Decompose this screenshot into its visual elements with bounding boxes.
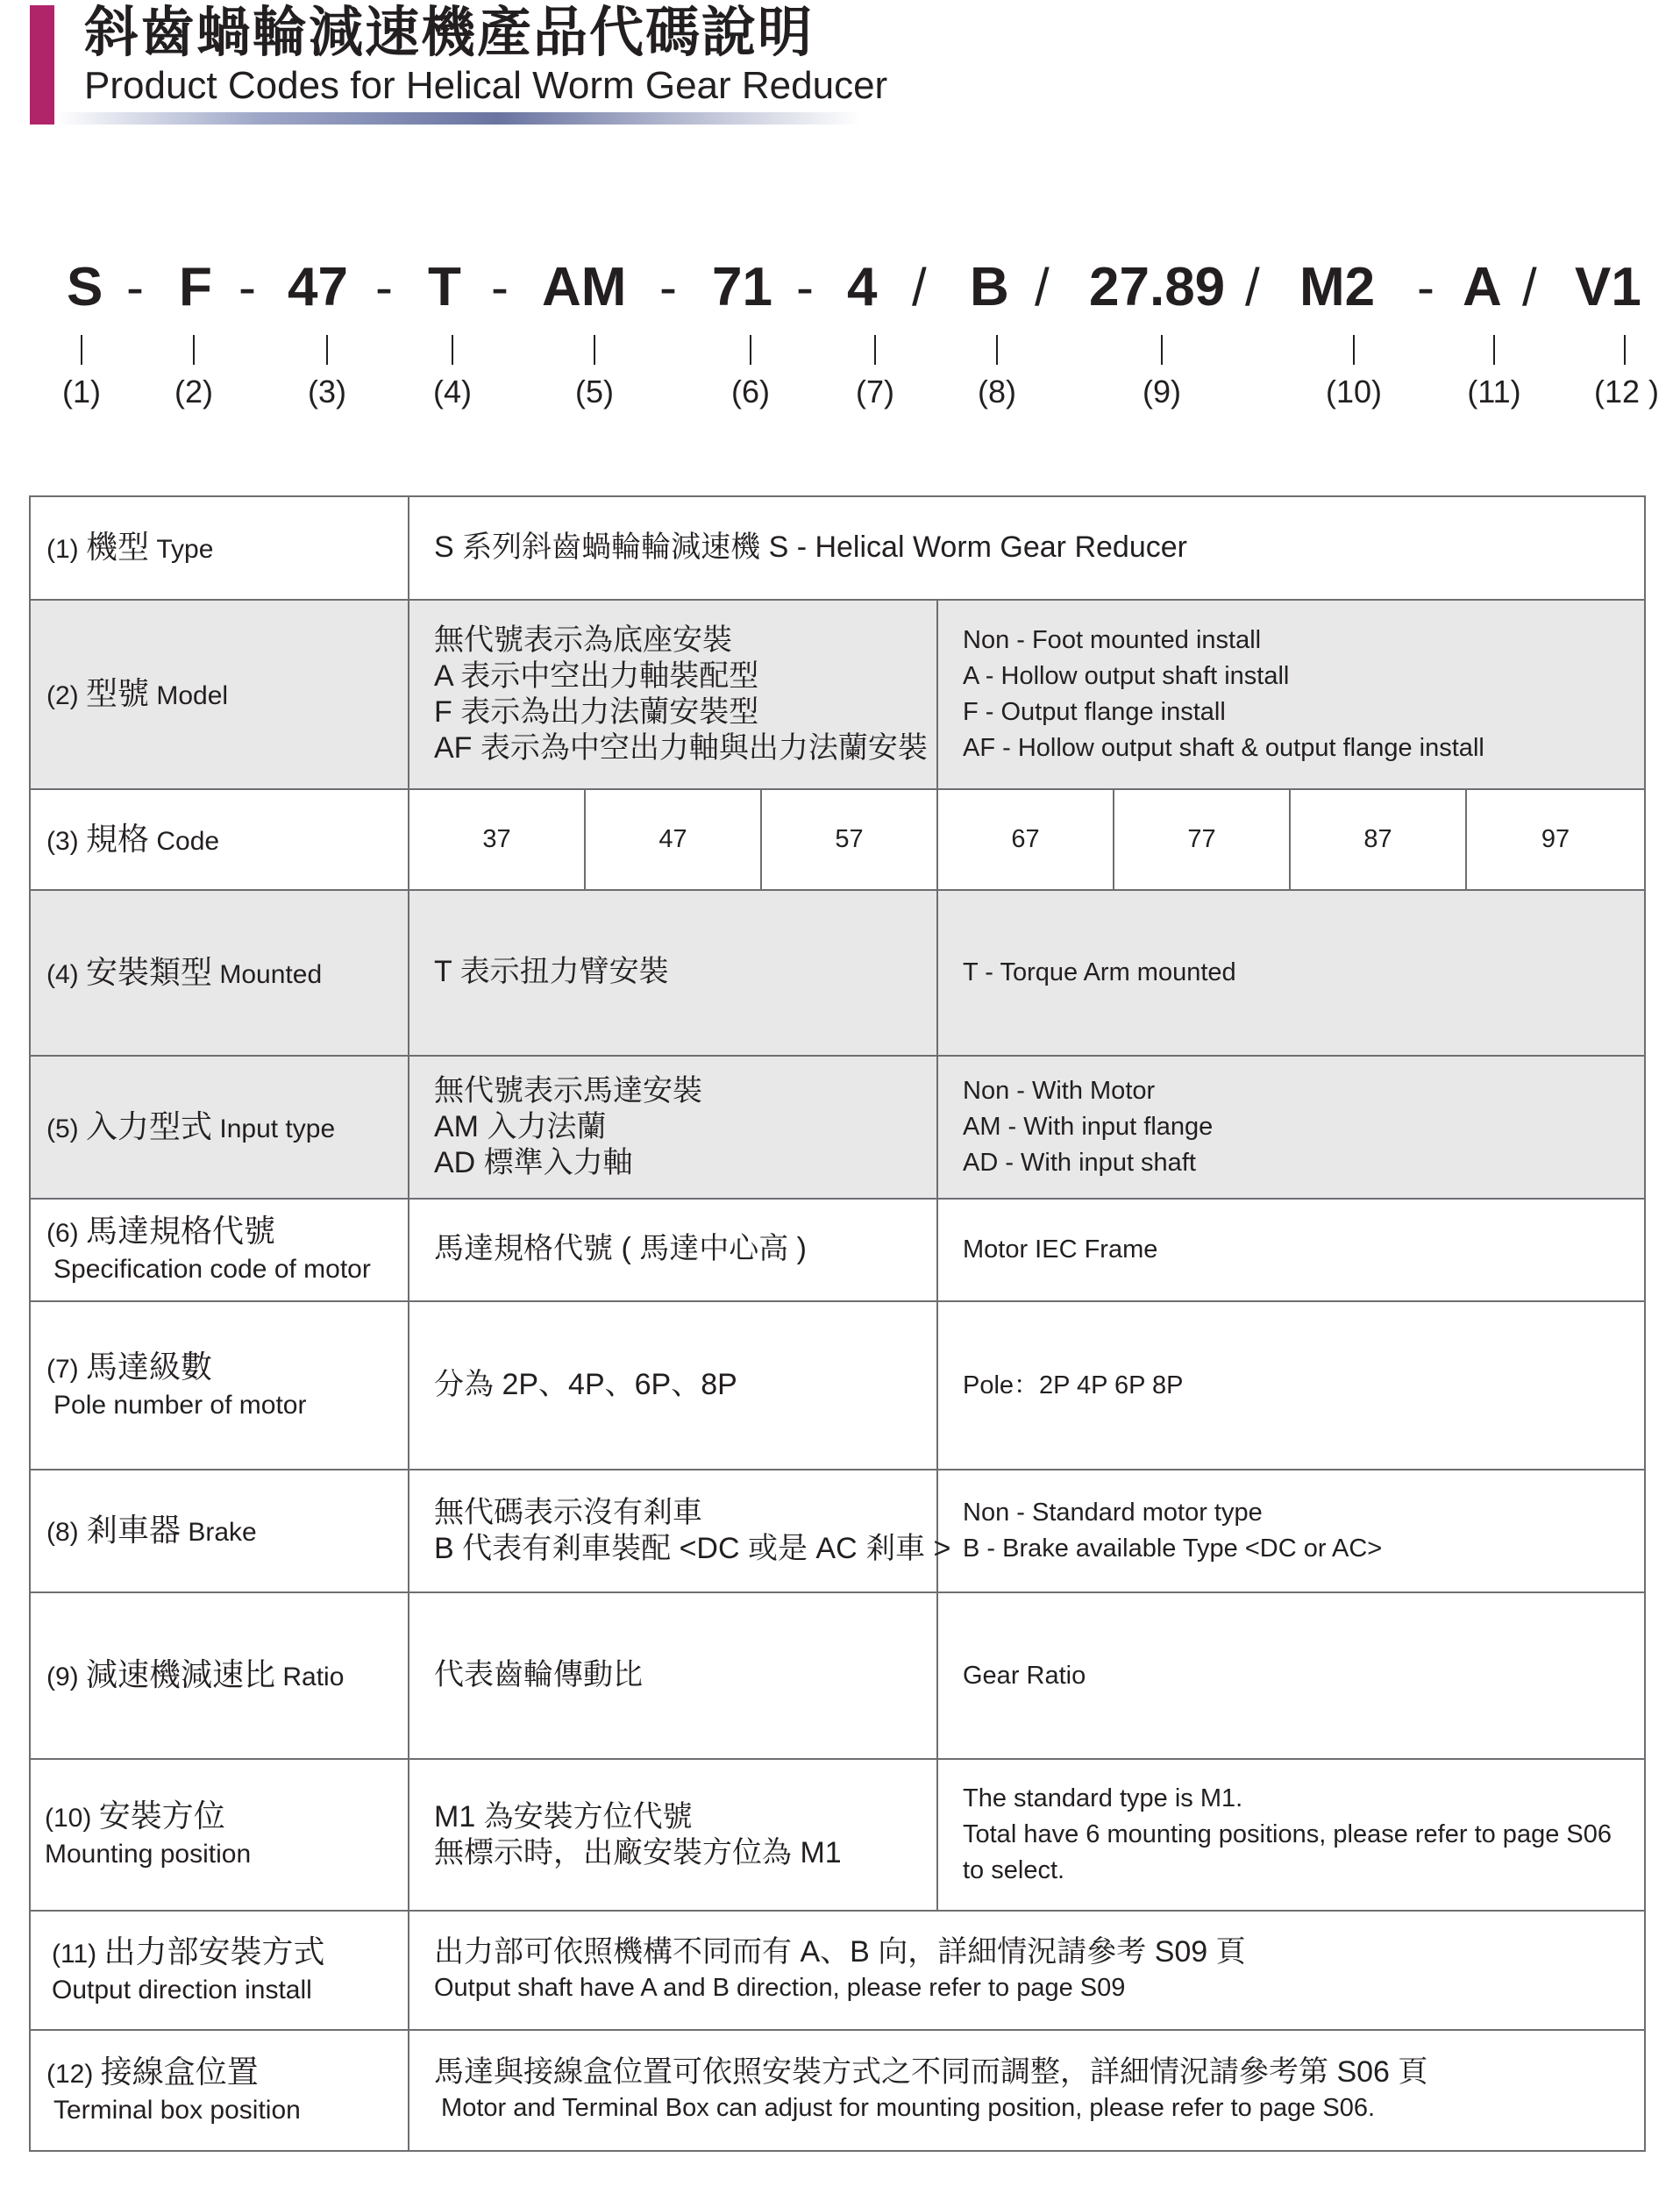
type-text: S 系列斜齒蝸輪輪減速機 S - Helical Worm Gear Reducer	[434, 530, 1187, 564]
row-label-cn: 機型	[86, 529, 150, 565]
row-label-cn: 出力部安裝方式	[103, 1933, 325, 1969]
table-row-mounting-position	[30, 1759, 1645, 1911]
code-tick	[996, 335, 998, 365]
row-label-cn: 安裝類型	[86, 953, 213, 990]
code-number-2: (2)	[174, 374, 213, 409]
table-row-input-type	[30, 1056, 1645, 1199]
code-part-6: 71	[712, 257, 772, 317]
text-line: AD - With input shaft	[963, 1149, 1196, 1177]
code-part-10: M2	[1299, 257, 1376, 317]
row-number: (12)	[46, 2059, 94, 2089]
row-label-cn: 馬達級數	[86, 1348, 213, 1385]
row-number: (8)	[46, 1518, 79, 1547]
code-value: 87	[1290, 789, 1466, 890]
output-direction-text	[409, 1911, 1645, 2030]
code-part-4: T	[428, 257, 461, 317]
terminal-box-text	[409, 2030, 1645, 2151]
row-number: (9)	[46, 1663, 79, 1691]
text-line: 代表齒輪傳動比	[434, 1657, 643, 1691]
brake-cn	[409, 1470, 951, 1592]
text-line: Non - Foot mounted install	[963, 626, 1262, 654]
row-label-cn: 剎車器	[86, 1512, 182, 1548]
row-label-en: Mounted	[219, 959, 323, 989]
text-line: F 表示為出力法蘭安裝型	[434, 695, 759, 729]
code-part-9: 27.89	[1089, 257, 1226, 317]
text-line: Total have 6 mounting positions, please refer to page S06	[963, 1820, 1612, 1848]
code-sep: -	[126, 258, 144, 317]
pole-en	[937, 1301, 1645, 1470]
text-line: A - Hollow output shaft install	[963, 662, 1290, 690]
row-label	[30, 890, 409, 1056]
row-label-en: Model	[156, 681, 229, 710]
code-number-6: (6)	[731, 374, 770, 409]
row-label	[30, 1470, 409, 1592]
row-number: (7)	[46, 1354, 79, 1384]
row-label-cn: 型號	[86, 675, 150, 711]
text-line: Non - Standard motor type	[963, 1499, 1263, 1527]
row-label-en: Ratio	[282, 1663, 345, 1691]
code-sep: /	[912, 258, 927, 317]
code-value: 47	[585, 789, 761, 890]
code-value: 97	[1466, 789, 1645, 890]
text-line: 出力部可依照機構不同而有 A、B 向，詳細情況請參考 S09 頁	[434, 1935, 1246, 1969]
type-description	[409, 496, 1645, 600]
code-number-5: (5)	[575, 374, 614, 409]
row-number: (2)	[46, 681, 79, 710]
code-number-10: (10)	[1325, 374, 1383, 409]
row-label-en: Code	[156, 826, 220, 856]
mounting-position-en	[937, 1759, 1645, 1911]
row-label	[30, 1592, 409, 1759]
table-row-motor-spec	[30, 1199, 1645, 1301]
code-tick	[326, 335, 328, 365]
model-en	[937, 600, 1645, 789]
row-label-en: Input type	[219, 1114, 336, 1143]
row-label-cn: 減速機減速比	[86, 1656, 276, 1692]
code-part-3: 47	[288, 257, 348, 317]
row-number: (10)	[45, 1804, 92, 1833]
code-sep: -	[491, 258, 509, 317]
motor-spec-cn	[409, 1199, 937, 1301]
text-line: B - Brake available Type <DC or AC>	[963, 1534, 1383, 1563]
ratio-en	[937, 1592, 1645, 1759]
mounting-position-cn	[409, 1759, 937, 1911]
text-line: 無代碼表示沒有剎車	[434, 1496, 702, 1529]
code-tick	[81, 335, 82, 365]
code-tick	[594, 335, 595, 365]
row-label	[30, 1911, 409, 2030]
text-line: B 代表有剎車裝配 <DC 或是 AC 剎車 >	[434, 1532, 951, 1565]
row-number: (11)	[52, 1939, 97, 1969]
text-line: 無代號表示馬達安裝	[434, 1074, 702, 1107]
code-part-8: B	[970, 257, 1009, 317]
page-title-cn: 斜齒蝸輪減速機產品代碼說明	[84, 3, 815, 63]
table-row-terminal-box	[30, 2030, 1645, 2151]
row-label	[30, 600, 409, 789]
code-value: 67	[937, 789, 1114, 890]
table-row-type	[30, 496, 1645, 600]
code-sep: -	[1417, 258, 1434, 317]
text-line: Output shaft have A and B direction, please refer to page S09	[434, 1974, 1126, 2002]
code-number-3: (3)	[308, 374, 346, 409]
row-number: (1)	[46, 535, 79, 564]
table-row-code	[30, 789, 1645, 890]
text-line: M1 為安裝方位代號	[434, 1799, 693, 1834]
text-line: Motor IEC Frame	[963, 1235, 1158, 1264]
code-tick	[193, 335, 195, 365]
row-label-en: Pole number of motor	[53, 1390, 307, 1420]
code-value: 77	[1114, 789, 1290, 890]
input-type-en	[937, 1056, 1645, 1199]
code-number-9: (9)	[1143, 374, 1181, 409]
mounted-en	[937, 890, 1645, 1056]
code-number-4: (4)	[433, 374, 472, 409]
text-line: The standard type is M1.	[963, 1784, 1243, 1812]
text-line: A 表示中空出力軸裝配型	[434, 659, 759, 693]
code-tick	[1493, 335, 1495, 365]
ratio-cn	[409, 1592, 937, 1759]
code-number-12: (12 )	[1593, 374, 1660, 409]
mounted-cn	[409, 890, 937, 1056]
code-part-7: 4	[847, 257, 878, 317]
row-label-en: Brake	[188, 1518, 257, 1547]
text-line: Motor and Terminal Box can adjust for mounting position, please refer to page S06.	[434, 2094, 1376, 2122]
row-number: (4)	[46, 959, 79, 989]
code-part-5: AM	[542, 257, 627, 317]
row-label-en: Type	[156, 535, 214, 564]
row-number: (6)	[46, 1219, 79, 1248]
row-label	[30, 496, 409, 600]
model-cn	[409, 600, 937, 789]
row-label	[30, 1759, 409, 1911]
table-row-brake	[30, 1470, 1645, 1592]
row-number: (5)	[46, 1114, 79, 1143]
code-part-11: A	[1463, 257, 1502, 317]
code-number-11: (11)	[1467, 374, 1521, 409]
text-line: AM 入力法蘭	[434, 1110, 607, 1143]
code-value: 37	[409, 789, 585, 890]
row-label-cn: 入力型式	[86, 1107, 213, 1144]
pole-cn	[409, 1301, 937, 1470]
header-underline	[54, 112, 861, 125]
text-line: to select.	[963, 1856, 1065, 1884]
motor-spec-en	[937, 1199, 1645, 1301]
text-line: 無代號表示為底座安裝	[434, 623, 732, 657]
code-tick	[1161, 335, 1163, 365]
text-line: Non - With Motor	[963, 1077, 1156, 1105]
code-tick	[452, 335, 453, 365]
row-label-cn: 接線盒位置	[100, 2053, 259, 2090]
text-line: Pole：2P 4P 6P 8P	[963, 1371, 1184, 1399]
code-tick	[874, 335, 876, 365]
input-type-cn	[409, 1056, 937, 1199]
text-line: T - Torque Arm mounted	[963, 958, 1236, 986]
code-tick	[750, 335, 751, 365]
code-tick	[1353, 335, 1355, 365]
row-label-cn: 規格	[86, 820, 150, 857]
product-code-table	[29, 495, 1646, 2152]
header-accent-bar	[30, 5, 54, 125]
code-sep: /	[1035, 258, 1050, 317]
code-part-1: S	[67, 257, 103, 317]
page-title-en: Product Codes for Helical Worm Gear Reducer	[84, 64, 888, 107]
row-label-en: Specification code of motor	[53, 1255, 371, 1284]
code-sep: /	[1522, 258, 1537, 317]
code-sep: -	[659, 258, 677, 317]
code-sep: -	[796, 258, 814, 317]
text-line: AM - With input flange	[963, 1113, 1214, 1141]
row-label	[30, 1199, 409, 1301]
row-number: (3)	[46, 826, 79, 856]
text-line: AF 表示為中空出力軸與出力法蘭安裝	[434, 731, 928, 765]
row-label	[30, 1056, 409, 1199]
code-sep: /	[1245, 258, 1260, 317]
code-number-7: (7)	[856, 374, 894, 409]
code-part-2: F	[179, 257, 212, 317]
text-line: 分為 2P、4P、6P、8P	[434, 1367, 737, 1401]
code-sep: -	[238, 258, 256, 317]
code-part-12: V1	[1575, 257, 1641, 317]
row-label-cn: 安裝方位	[98, 1798, 225, 1834]
code-tick	[1624, 335, 1626, 365]
text-line: AF - Hollow output shaft & output flange install	[963, 734, 1484, 762]
text-line: AD 標準入力軸	[434, 1146, 633, 1179]
row-label	[30, 1301, 409, 1470]
code-number-8: (8)	[978, 374, 1016, 409]
text-line: Gear Ratio	[963, 1661, 1086, 1690]
table-row-ratio	[30, 1592, 1645, 1759]
row-label	[30, 2030, 409, 2151]
code-number-1: (1)	[62, 374, 101, 409]
row-label	[30, 789, 409, 890]
text-line: F - Output flange install	[963, 698, 1226, 726]
text-line: 馬達與接線盒位置可依照安裝方式之不同而調整，詳細情況請參考第 S06 頁	[434, 2055, 1428, 2089]
table-row-mounted	[30, 890, 1645, 1056]
table-row-pole	[30, 1301, 1645, 1470]
text-line: 無標示時，出廠安裝方位為 M1	[434, 1835, 842, 1869]
row-label-en: Output direction install	[52, 1975, 312, 2004]
table-row-output-direction	[30, 1911, 1645, 2030]
code-sep: -	[375, 258, 393, 317]
text-line: 馬達規格代號 ( 馬達中心高 )	[434, 1232, 807, 1265]
table-row-model	[30, 600, 1645, 789]
code-value: 57	[761, 789, 937, 890]
row-label-cn: 馬達規格代號	[86, 1213, 276, 1249]
brake-en	[937, 1470, 1645, 1592]
row-label-en: Terminal box position	[53, 2095, 301, 2125]
text-line: T 表示扭力臂安裝	[434, 955, 669, 988]
row-label-en: Mounting position	[45, 1840, 252, 1869]
